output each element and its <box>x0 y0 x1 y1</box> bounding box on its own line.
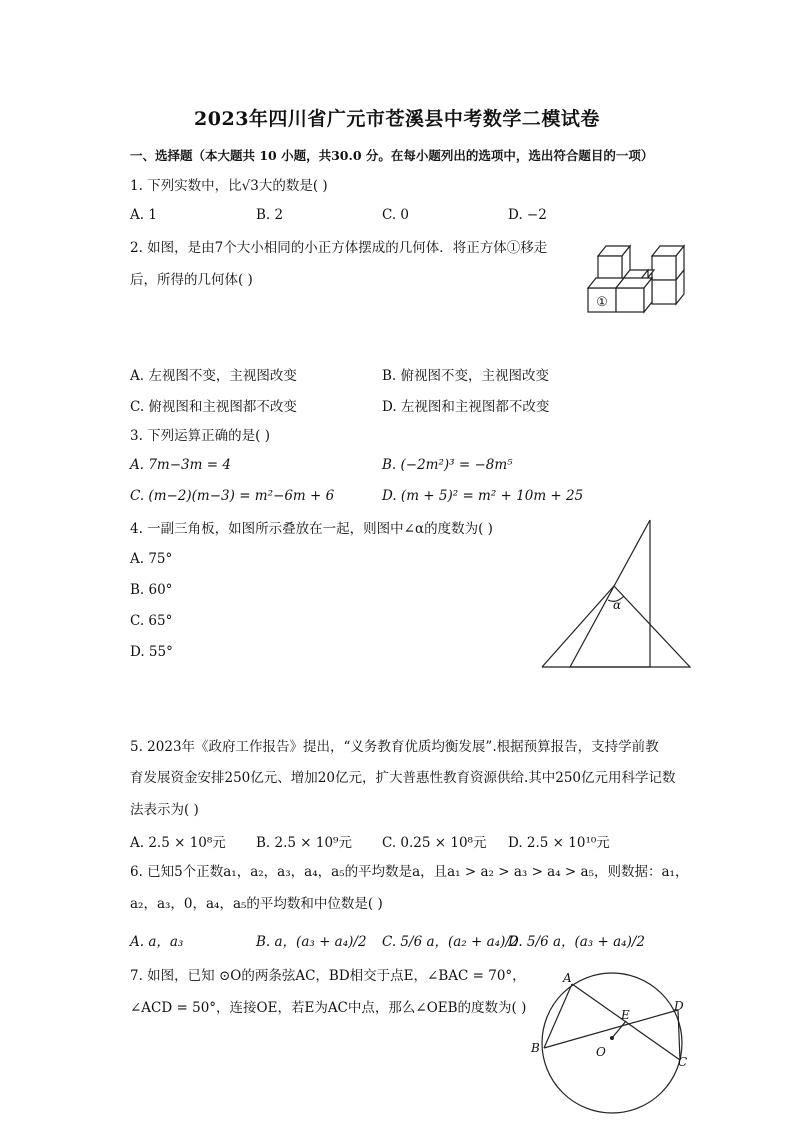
q6-option-c[interactable]: C. 5/6 a，(a₂ + a₄)/2 <box>382 934 519 950</box>
q5-option-a[interactable]: A. 2.5 × 10⁸元 <box>130 835 226 851</box>
section-heading: 一、选择题（本大题共 10 小题，共30.0 分。在每小题列出的选项中，选出符合题目的一项） <box>130 148 654 163</box>
q3-option-d[interactable]: D. (m + 5)² = m² + 10m + 25 <box>382 488 584 504</box>
q4-option-a[interactable]: A. 75° <box>130 551 173 567</box>
question-5-stem-line2: 育发展资金安排250亿元、增加20亿元，扩大普惠性教育资源供给.其中250亿元用科学记数 <box>130 770 676 786</box>
q3-option-c[interactable]: C. (m−2)(m−3) = m²−6m + 6 <box>130 488 335 504</box>
q3-option-a[interactable]: A. 7m−3m = 4 <box>130 457 231 473</box>
point-e-label: E <box>621 1008 630 1022</box>
question-2-stem-line2: 后，所得的几何体( ) <box>130 272 253 288</box>
q2-option-b[interactable]: B. 俯视图不变，主视图改变 <box>382 368 550 384</box>
q6-option-d[interactable]: D. 5/6 a，(a₃ + a₄)/2 <box>508 934 645 950</box>
q1-option-d[interactable]: D. −2 <box>508 207 547 223</box>
question-2-stem-line1: 2. 如图，是由7个大小相同的小正方体摆成的几何体．将正方体①移走 <box>130 240 548 256</box>
point-b-label: B <box>531 1041 540 1055</box>
triangle-set-figure <box>538 516 698 672</box>
q5-option-c[interactable]: C. 0.25 × 10⁸元 <box>382 835 487 851</box>
point-o-label: O <box>596 1045 606 1059</box>
q3-option-b[interactable]: B. (−2m²)³ = −8m⁵ <box>382 457 513 473</box>
q2-option-a[interactable]: A. 左视图不变，主视图改变 <box>130 368 297 384</box>
page-title: 2023年四川省广元市苍溪县中考数学二模试卷 <box>194 108 600 130</box>
cube-label: ① <box>596 295 608 310</box>
q2-option-d[interactable]: D. 左视图和主视图都不改变 <box>382 399 550 415</box>
point-c-label: C <box>678 1055 688 1069</box>
question-6-stem-line1: 6. 已知5个正数a₁，a₂，a₃，a₄，a₅的平均数是a，且a₁ > a₂ > a₃ > a₄ > a₅，则数据：a₁， <box>130 864 689 880</box>
q4-option-d[interactable]: D. 55° <box>130 644 173 660</box>
question-3-stem: 3. 下列运算正确的是( ) <box>130 428 270 444</box>
question-1-stem: 1. 下列实数中，比√3大的数是( ) <box>130 178 328 194</box>
q4-option-c[interactable]: C. 65° <box>130 613 173 629</box>
q6-option-a[interactable]: A. a，a₃ <box>130 934 184 950</box>
question-6-stem-line2: a₂，a₃，0，a₄，a₅的平均数和中位数是( ) <box>130 896 383 912</box>
q1-option-b[interactable]: B. 2 <box>256 207 284 223</box>
question-5-stem-line3: 法表示为( ) <box>130 802 199 818</box>
q5-option-d[interactable]: D. 2.5 × 10¹⁰元 <box>508 835 610 851</box>
q2-option-c[interactable]: C. 俯视图和主视图都不改变 <box>130 399 297 415</box>
point-d-label: D <box>674 999 684 1013</box>
question-7-stem-line2: ∠ACD = 50°，连接OE，若E为AC中点，那么∠OEB的度数为( ) <box>130 1000 527 1016</box>
circle-chords-figure <box>528 964 698 1114</box>
q5-option-b[interactable]: B. 2.5 × 10⁹元 <box>256 835 352 851</box>
question-7-stem-line1: 7. 如图，已知 ⊙O的两条弦AC，BD相交于点E，∠BAC = 70°， <box>130 968 526 984</box>
q6-option-b[interactable]: B. a，(a₃ + a₄)/2 <box>256 934 367 950</box>
point-a-label: A <box>563 971 572 985</box>
question-5-stem-line1: 5. 2023年《政府工作报告》提出，“义务教育优质均衡发展”.根据预算报告，支持学前教 <box>130 739 659 755</box>
q4-option-b[interactable]: B. 60° <box>130 582 173 598</box>
q1-option-c[interactable]: C. 0 <box>382 207 410 223</box>
question-4-stem: 4. 一副三角板，如图所示叠放在一起，则图中∠α的度数为( ) <box>130 521 493 537</box>
alpha-label: α <box>613 598 622 612</box>
q1-option-a[interactable]: A. 1 <box>130 207 157 223</box>
cube-stack-figure <box>584 240 694 314</box>
